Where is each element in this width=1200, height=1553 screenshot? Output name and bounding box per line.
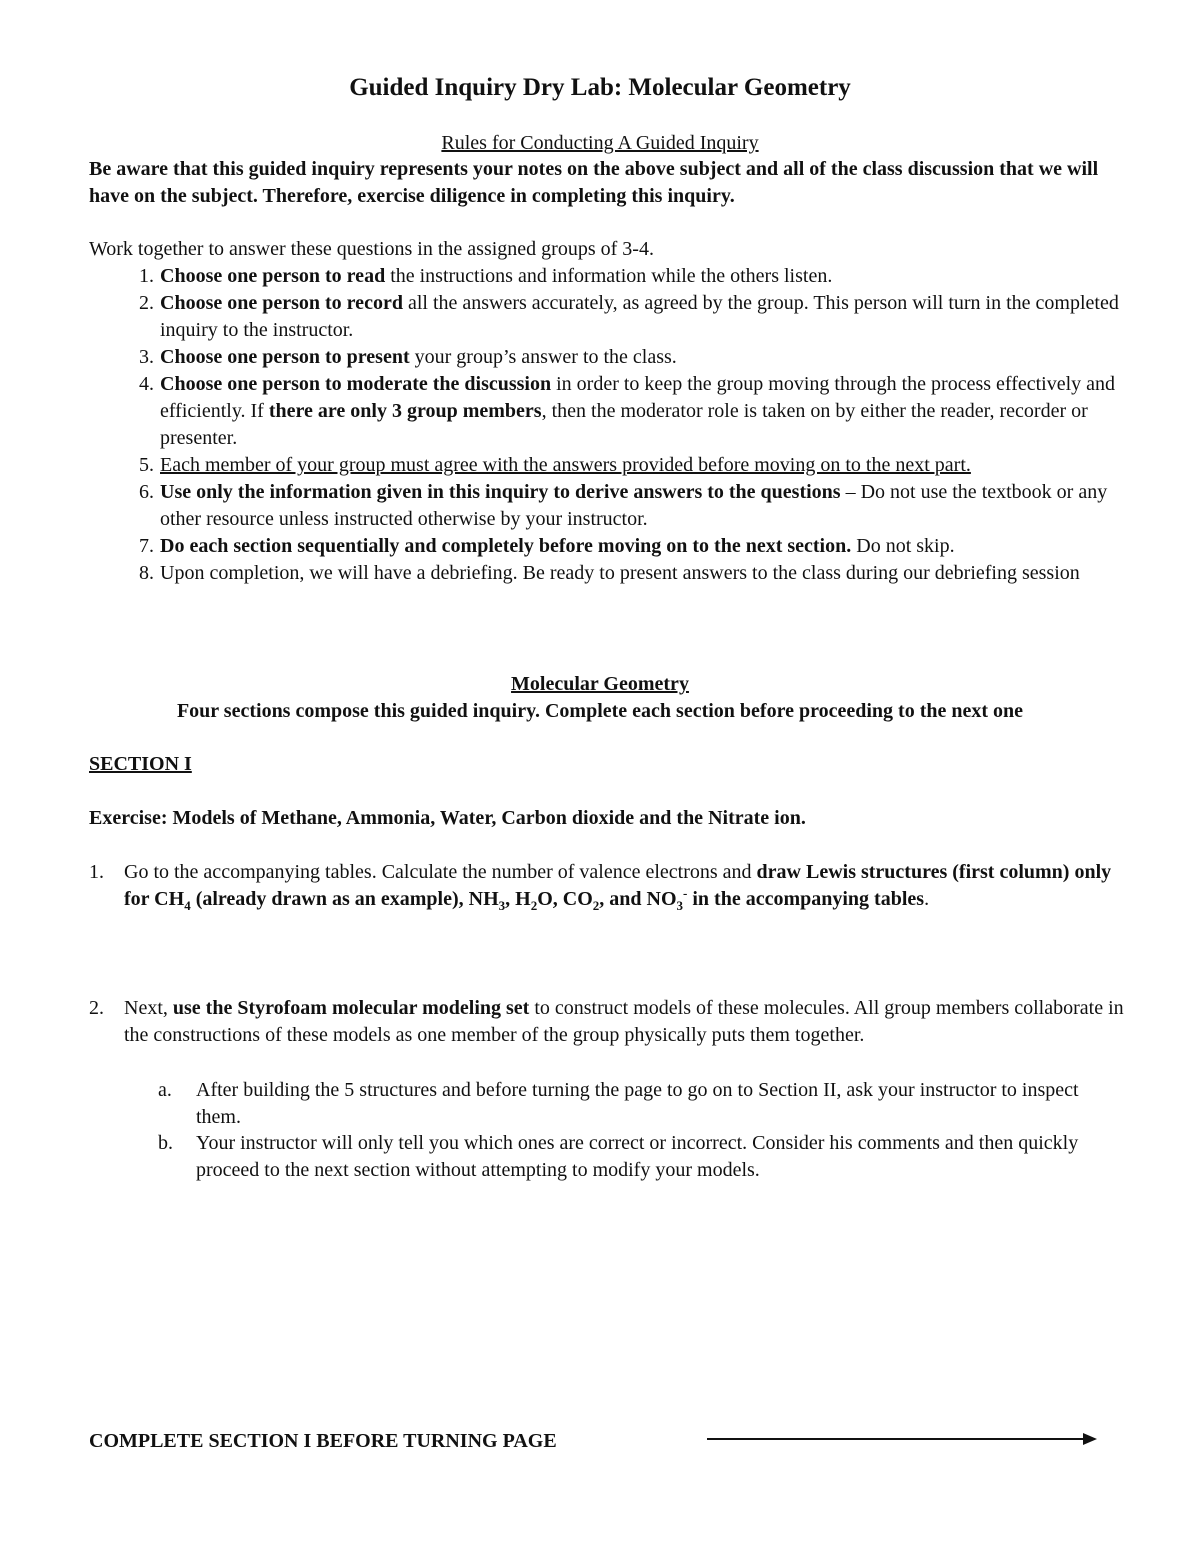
list-item: 1. Choose one person to read the instructions and information while the others listen. xyxy=(139,265,833,287)
sub-item-a: a. After building the 5 structures and before turning the page to go on to Section II, ask your instructor to inspect them. xyxy=(158,1079,1079,1128)
question-2: 2. Next, use the Styrofoam molecular modeling set to construct models of these molecules. All group members collaborate in the constructions of these models as one member of the group physically puts them together. xyxy=(89,997,1124,1046)
page-title: Guided Inquiry Dry Lab: Molecular Geometry xyxy=(349,74,851,101)
list-item: 3. Choose one person to present your group’s answer to the class. xyxy=(139,346,677,368)
rules-list xyxy=(89,263,1129,587)
intro-text: Work together to answer these questions in the assigned groups of 3-4. xyxy=(89,238,654,260)
list-item: 6. Use only the information given in this inquiry to derive answers to the questions – Do not use the textbook or any other resource unless instructed otherwise by your instructor. xyxy=(139,481,1108,530)
exercise-heading: Exercise: Models of Methane, Ammonia, Water, Carbon dioxide and the Nitrate ion. xyxy=(89,807,806,829)
question-1: 1. Go to the accompanying tables. Calculate the number of valence electrons and draw Lewis structures (first column) only for $CH_4$ (already drawn as an example), $NH_3$, $H_2O$, $CO_2$, and $NO_3^-$ in the accompanying tables. xyxy=(89,861,1112,913)
list-item: 5. Each member of your group must agree with the answers provided before moving on to the next part. xyxy=(139,454,971,476)
molecular-geometry-subheading: Four sections compose this guided inquiry. Complete each section before proceeding to the next one xyxy=(176,700,1024,722)
arrow-right-icon xyxy=(705,1427,1105,1451)
rules-heading: Rules for Conducting A Guided Inquiry xyxy=(441,132,759,154)
warning-paragraph: Be aware that this guided inquiry represents your notes on the above subject and all of the class discussion that we will have on the subject. Therefore, exercise diligence in completing this inquiry. xyxy=(89,158,1099,207)
sub-item-b: b. Your instructor will only tell you which ones are correct or incorrect. Consider his comments and then quickly proceed to the next section without attempting to modify your models. xyxy=(158,1132,1079,1181)
list-item: 7. Do each section sequentially and completely before moving on to the next section. Do not skip. xyxy=(139,535,955,557)
section-label: SECTION I xyxy=(89,753,192,775)
molecular-geometry-heading: Molecular Geometry xyxy=(511,673,689,695)
list-item: 2. Choose one person to record all the answers accurately, as agreed by the group. This person will turn in the completed inquiry to the instructor. xyxy=(139,292,1119,341)
footer-instruction: COMPLETE SECTION I BEFORE TURNING PAGE xyxy=(89,1430,557,1452)
list-item: 4. Choose one person to moderate the discussion in order to keep the group moving through the process effectively and efficiently. If there are only 3 group members, then the moderator role is taken on by either the reader, recorder or presenter. xyxy=(139,373,1116,449)
list-item: 8. Upon completion, we will have a debriefing. Be ready to present answers to the class during our debriefing session xyxy=(139,562,1080,584)
